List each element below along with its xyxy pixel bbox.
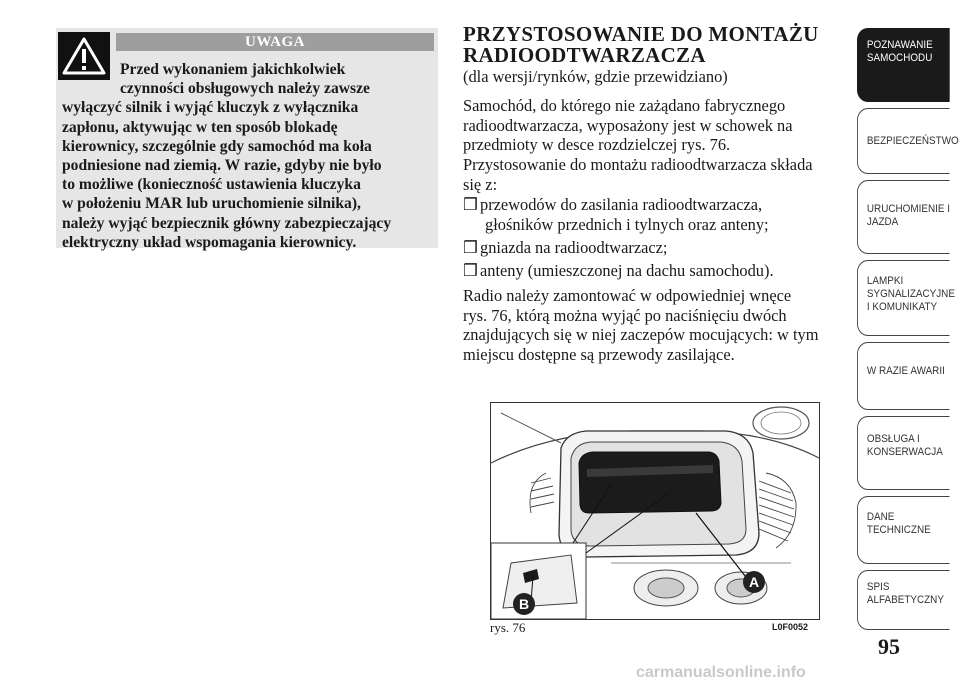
checkbox-bullet-icon: ❒ (463, 195, 478, 214)
tab-lampki-sygnalizacyjne[interactable]: LAMPKI SYGNALIZACYJNE I KOMUNIKATY (857, 260, 950, 336)
callout-b: B (513, 593, 535, 615)
figure-code: L0F0052 (772, 622, 809, 632)
paragraph-2: Przystosowanie do montażu radioodtwarzacza składa się z: (463, 155, 813, 194)
tab-spis-alfabetyczny[interactable]: SPIS ALFABETYCZNY (857, 570, 950, 630)
figure-caption: rys. 76 (490, 620, 526, 635)
tab-poznawanie-samochodu[interactable]: POZNAWANIE SAMOCHODU (857, 28, 950, 102)
callout-a: A (743, 571, 765, 593)
bullet-item: ❒ przewodów do zasilania radioodtwarzacza, głośników przednich i tylnych oraz anteny; (463, 195, 769, 234)
paragraph-3: Radio należy zamontować w odpowiedniej wnęce rys. 76, którą można wyjąć po naciśnięciu dwóch znajdujących się w niej zaczepów mocujących: w tym miejscu dostępne są przewody zasilające. (463, 286, 819, 364)
dashboard-drawing (491, 403, 819, 619)
footer-watermark: carmanualsonline.info (636, 664, 806, 681)
checkbox-bullet-icon: ❒ (463, 238, 478, 257)
tab-uruchomienie-i-jazda[interactable]: URUCHOMIENIE I JAZDA (857, 180, 950, 254)
paragraph-1: Samochód, do którego nie zażądano fabrycznego radioodtwarzacza, wyposażony jest w schowek na przedmioty w desce rozdzielczej rys. 76. (463, 96, 793, 155)
warning-text: Przed wykonaniem jakichkolwiek czynności obsługowych należy zawsze wyłączyć silnik i wyjąć kluczyk z wyłącznika zapłonu, aktywując w ten sposób blokadę kierownicy, szczególnie gdy samochód ma koła podniesione nad ziemią. W razie, gdyby nie było to możliwe (konieczność ustawienia kluczyka w położeniu MAR lub uruchomienie silnika), należy wyjąć bezpiecznik główny zabezpieczający elektryczny układ wspomagania kierownicy. (62, 61, 392, 251)
bullet-item: ❒ anteny (umieszczonej na dachu samochodu). (463, 261, 774, 280)
tab-obsluga-i-konserwacja[interactable]: OBSŁUGA I KONSERWACJA (857, 416, 950, 490)
checkbox-bullet-icon: ❒ (463, 261, 478, 280)
page-number: 95 (878, 634, 900, 659)
tab-bezpieczenstwo[interactable]: BEZPIECZEŃSTWO (857, 108, 950, 174)
warning-header: UWAGA (116, 33, 434, 51)
tab-dane-techniczne[interactable]: DANE TECHNICZNE (857, 496, 950, 564)
figure-dashboard-illustration (490, 402, 820, 620)
section-title: PRZYSTOSOWANIE DO MONTAŻU RADIOODTWARZACZA (463, 22, 819, 67)
tab-w-razie-awarii[interactable]: W RAZIE AWARII (857, 342, 950, 410)
bullet-item: ❒ gniazda na radioodtwarzacz; (463, 238, 668, 257)
section-subtitle: (dla wersji/rynków, gdzie przewidziano) (463, 67, 728, 86)
